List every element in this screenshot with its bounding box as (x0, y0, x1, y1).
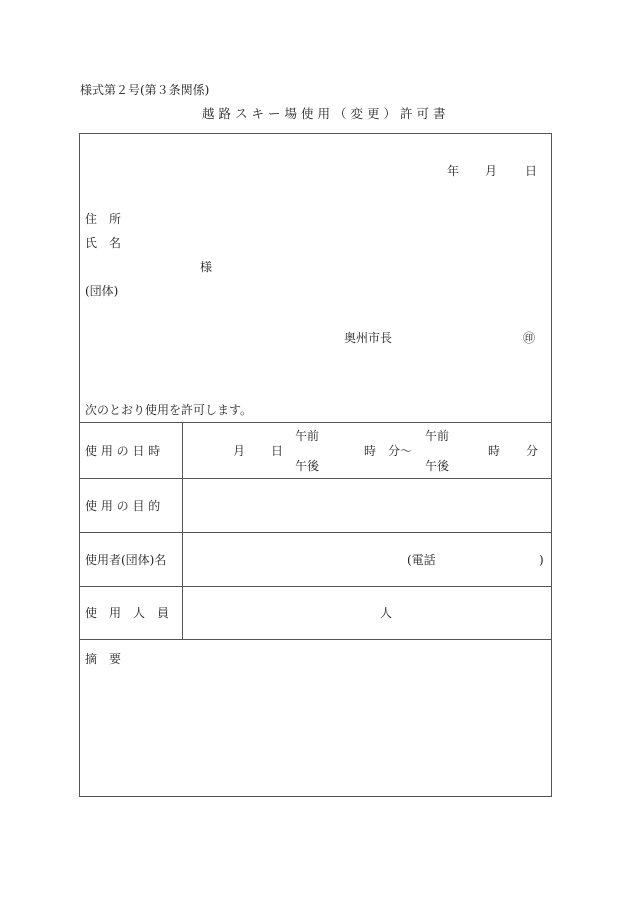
row-divider-1 (80, 478, 551, 479)
issuer-title: 奥州市長 (344, 331, 393, 345)
permit-form (79, 133, 552, 797)
row-divider-2 (80, 532, 551, 533)
user-row-label: 使用者(団体)名 (85, 553, 167, 567)
end-am-option: 午前 (425, 429, 450, 443)
row-divider-3 (80, 586, 551, 587)
label-column-divider (182, 422, 183, 639)
datetime-day: 日 (271, 444, 284, 458)
end-minute-label: 分 (526, 444, 539, 458)
permission-statement: 次のとおり使用を許可します。 (85, 403, 253, 417)
seal-mark: ㊞ (523, 331, 536, 345)
document-title: 越路スキー場使用（変更）許可書 (202, 106, 450, 121)
group-label: (団体) (85, 284, 119, 298)
remarks-label: 摘 要 (85, 652, 122, 666)
start-am-option: 午前 (295, 429, 320, 443)
end-hour-label: 時 (488, 444, 501, 458)
start-pm-option: 午後 (295, 459, 320, 473)
datetime-row-label: 使 用 の 日 時 (85, 444, 161, 458)
datetime-month: 月 (233, 444, 246, 458)
name-label: 氏 名 (85, 236, 122, 250)
phone-open-label: (電話 (407, 553, 436, 567)
purpose-row-label: 使 用 の 目 的 (85, 499, 161, 513)
date-day-label: 日 (525, 164, 538, 178)
form-number-label: 様式第２号(第３条関係) (80, 83, 210, 97)
end-pm-option: 午後 (425, 459, 450, 473)
table-top-rule (80, 422, 551, 423)
start-minute-label: 分〜 (388, 444, 413, 458)
address-label: 住 所 (85, 212, 122, 226)
date-year-label: 年 (447, 164, 460, 178)
date-month-label: 月 (485, 164, 498, 178)
honorific-sama: 様 (200, 260, 213, 274)
people-row-label: 使 用 人 員 (85, 606, 170, 620)
start-hour-label: 時 (364, 444, 377, 458)
people-unit: 人 (380, 606, 393, 620)
phone-close-paren: ) (539, 553, 544, 567)
row-divider-4 (80, 639, 551, 640)
